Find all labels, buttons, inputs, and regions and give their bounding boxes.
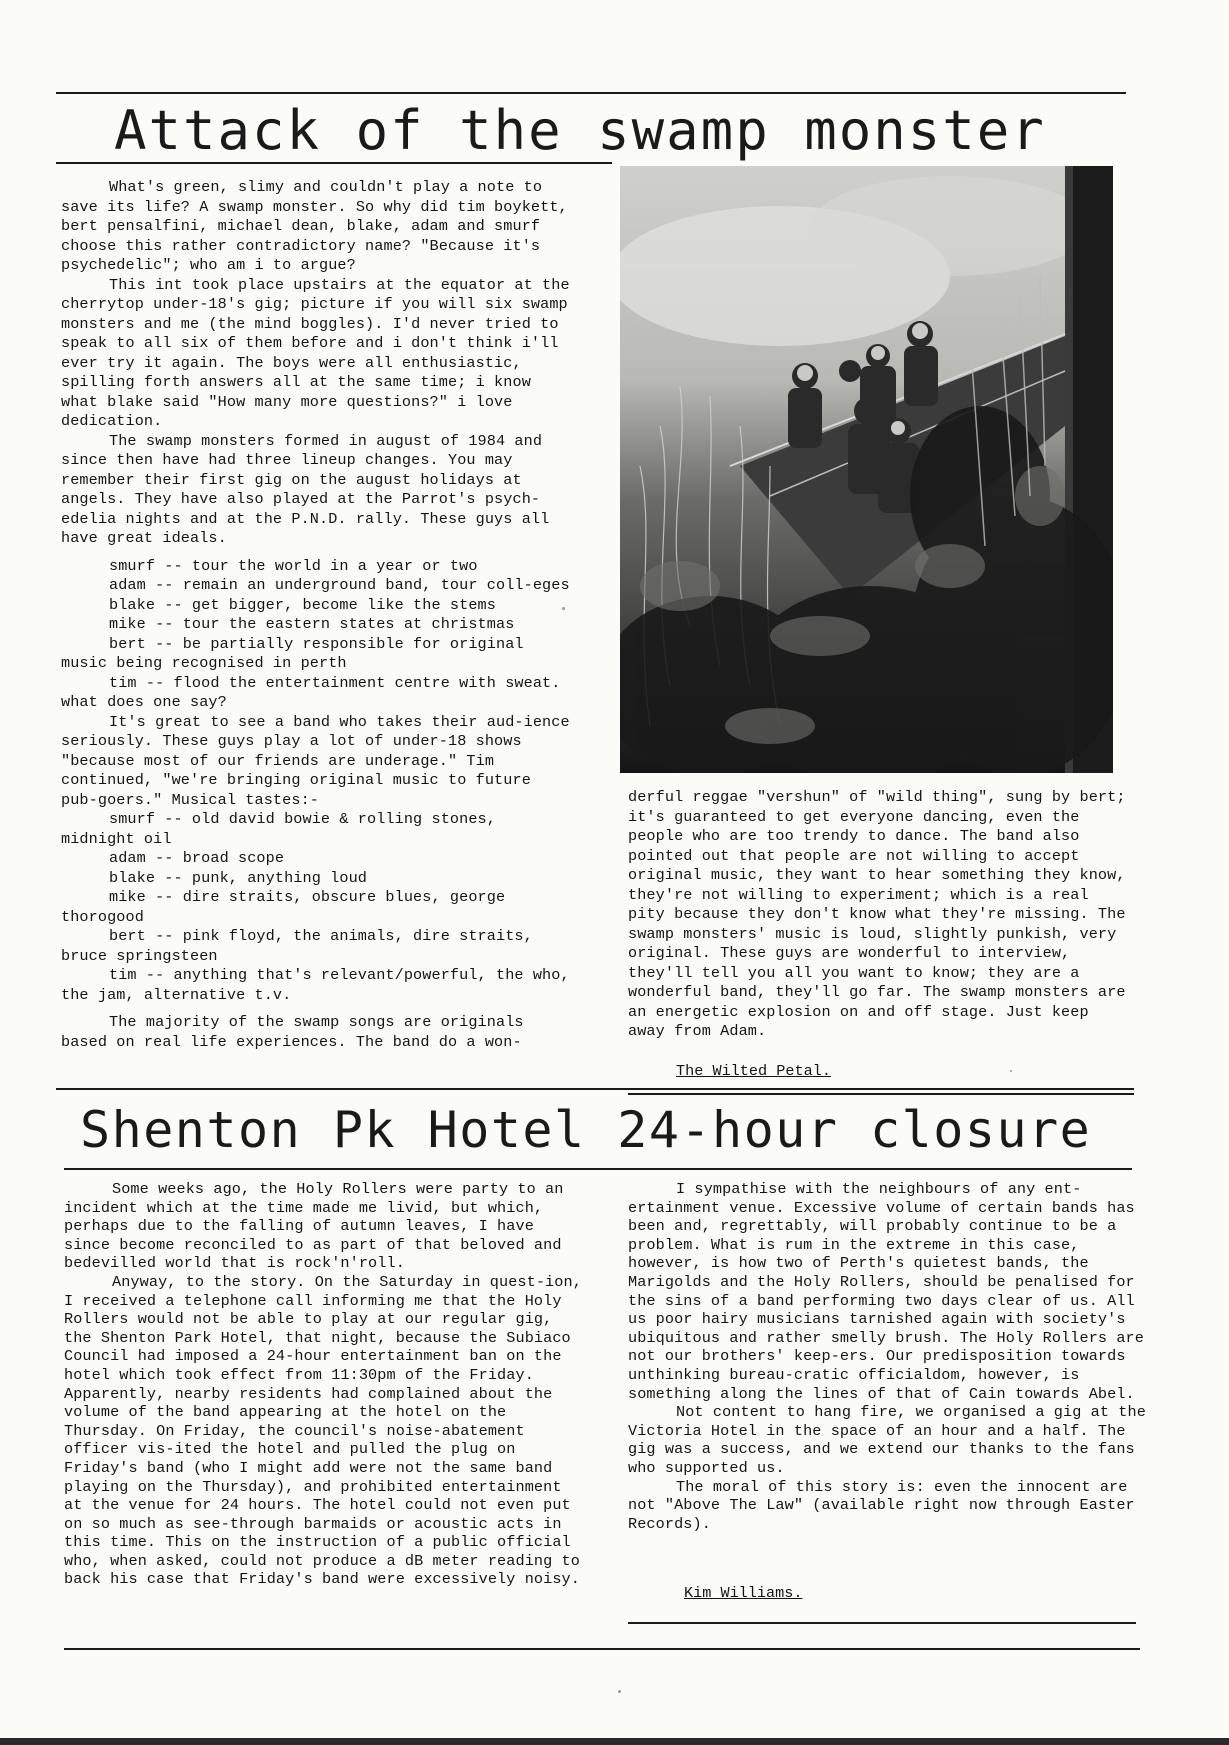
band-photo [620,166,1113,773]
paragraph: smurf -- tour the world in a year or two [109,556,478,575]
paragraph: bert -- pink floyd, the animals, dire straits, bruce springsteen [61,927,533,965]
band-photo-image [620,166,1113,773]
paragraph: smurf -- old david bowie & rolling stones, midnight oil [61,810,496,848]
paragraph: Anyway, to the story. On the Saturday in quest-ion, I received a telephone call informing me that the Holy Rollers would not be able to play at our regular gig, the Shenton Park Hotel, that night, because the Subiaco Council had imposed a 24-hour entertainment ban on the hotel which took effect from 11:30pm of the Friday. Apparently, nearby residents had complained about the volume of the band appearing at the hotel on the Thursday. On Friday, the council's noise-abatement officer vis-ited the hotel and pulled the plug on Friday's band (who I might add were not the same band playing on the Thursday), and prohibited entertainment at the venue for 24 hours. The hotel could not even put on so much as see-through barmaids or acoustic acts in this time. This on the instruction of a public official who, when asked, could not produce a dB meter reading to back his case that Friday's band were excessively noisy. [64,1272,582,1589]
paragraph: tim -- anything that's relevant/powerful, the who, the jam, alternative t.v. [61,966,570,1004]
paper-speck [618,1690,621,1693]
article2-column-right [628,1180,1150,1533]
article1-column-left [61,178,576,1052]
paragraph: mike -- tour the eastern states at christmas [109,615,515,633]
paragraph: bert -- be partially responsible for original music being recognised in perth [61,634,524,672]
page-edge-shadow [0,1738,1229,1745]
paragraph: The swamp monsters formed in august of 1984 and since then have had three lineup changes. You may remember their first gig on the august holidays at angels. They have also played at the Parrot's psych-edelia nights and at the P.N.D. rally. These guys all have great ideals. [61,431,550,547]
paragraph: What's green, slimy and couldn't play a note to save its life? A swamp monster. So why did tim boykett, bert pensalfini, michael dean, blake, adam and smurf choose this rather contradictory name? "Because it's psychedelic"; who am i to argue? [61,178,568,274]
paragraph: This int took place upstairs at the equator at the cherrytop under-18's gig; picture if you will six swamp monsters and me (the mind boggles). I'd never tried to speak to all six of them before and i don't think i'll ever try it again. The boys were all enthusiastic, spilling forth answers all at the same time; i know what blake said "How many more questions?" i love dedication. [61,275,570,430]
headline2-underline [64,1168,1132,1170]
paragraph: tim -- flood the entertainment centre with sweat. [109,673,561,692]
paragraph: Not content to hang fire, we organised a gig at the Victoria Hotel in the space of an hour and a half. The gig was a success, and we extend our thanks to the fans who supported us. [628,1403,1146,1477]
paragraph: adam -- remain an underground band, tour coll-eges [109,576,570,594]
divider-rule-2 [628,1093,1134,1095]
paragraph: blake -- punk, anything loud [109,868,367,887]
paragraph: I sympathise with the neighbours of any ent-ertainment venue. Excessive volume of certain bands has been and, regrettably, will probably continue to be a problem. What is rum in the extreme in this case, however, is how two of Perth's quietest bands, the Marigolds and the Holy Rollers, should be penalised for the sins of a band performing two days clear of us. All us poor hairy musicians tarnished again with society's ubiquitous and rather smelly brush. The Holy Rollers are not our brothers' keep-ers. Our predisposition towards unthinking bureau-cratic officialdom, however, is something along the lines of that of Cain towards Abel. [628,1180,1144,1403]
article2-signature: Kim Williams. [684,1584,803,1602]
paragraph: what does one say? [61,693,227,711]
top-rule [56,92,1126,94]
bottom-rule [64,1648,1140,1650]
headline-underline [56,162,612,164]
paper-speck [1010,1070,1012,1072]
article1-column-right [628,788,1128,1042]
signature-rule [628,1622,1136,1624]
paragraph: The moral of this story is: even the innocent are not "Above The Law" (available right now through Easter Records). [628,1477,1135,1533]
paragraph: adam -- broad scope [109,849,285,867]
paragraph: derful reggae "vershun" of "wild thing", sung by bert; it's guaranteed to get everyone dancing, even the people who are too trendy to dance. The band also pointed out that people are not willing to accept original music, they want to hear something they know, they're not willing to experiment; which is a real pity because they don't know what they're missing. The swamp monsters' music is loud, slightly punkish, very original. These guys are wonderful to interview, they'll tell you all you want to know; they are a wonderful band, they'll go far. The swamp monsters are an energetic explosion on and off stage. Just keep away from Adam. [628,788,1126,1040]
article1-signature: The Wilted Petal. [676,1062,831,1080]
paper-speck [562,607,565,610]
divider-rule-1 [56,1088,1134,1090]
paragraph: The majority of the swamp songs are originals based on real life experiences. The band do a won- [61,1013,524,1051]
headline-swamp-monster: Attack of the swamp monster [114,99,1046,162]
paragraph: mike -- dire straits, obscure blues, george thorogood [61,888,506,926]
paragraph: blake -- get bigger, become like the stems [109,595,496,614]
paragraph: It's great to see a band who takes their aud-ience seriously. These guys play a lot of under-18 shows "because most of our friends are underage." Tim continued, "we're bringing original music to future pub-goers." Musical tastes:- [61,712,570,809]
paragraph: Some weeks ago, the Holy Rollers were party to an incident which at the time made me livid, but which, perhaps due to the falling of autumn leaves, I have since become reconciled to as part of that beloved and bedevilled world that is rock'n'roll. [64,1180,564,1273]
headline-shenton-pk-hotel: Shenton Pk Hotel 24-hour closure [80,1101,1092,1159]
article2-column-left [64,1180,584,1589]
